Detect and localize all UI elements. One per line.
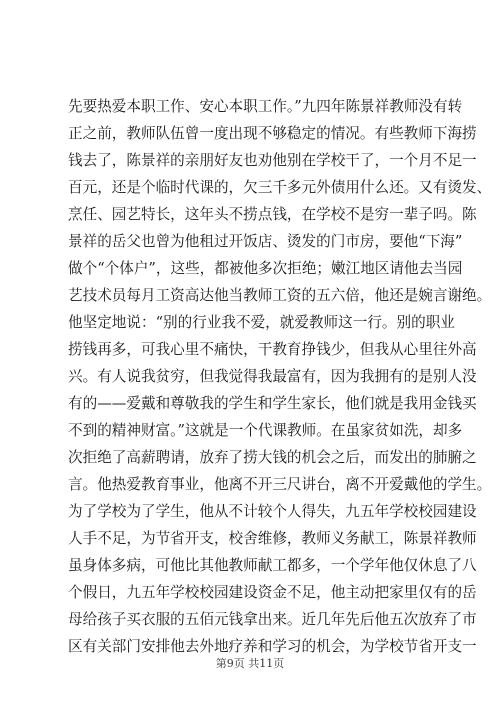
text-line: 母给孩子买衣服的五佰元钱拿出来。近几年先后他五次放弃了市: [68, 611, 477, 628]
text-line: 有的——爱戴和尊敬我的学生和学生家长，他们就是我用金钱买: [68, 395, 477, 412]
text-line: 先要热爱本职工作、安心本职工作。”九四年陈景祥教师没有转: [68, 98, 463, 115]
text-line: 个假日，九五年学校校园建设资金不足，他主动把家里仅有的岳: [68, 584, 477, 601]
text-line: 人手不足，为节省开支，校舍维修，教师义务献工，陈景祥教师: [68, 530, 477, 547]
text-line: 兴。有人说我贫穷，但我觉得我最富有，因为我拥有的是别人没: [68, 368, 477, 385]
text-line: 百元，还是个临时代课的，欠三千多元外债用什么还。又有烫发、: [68, 179, 492, 196]
text-line: 艺技术员每月工资高达他当教师工资的五六倍，他还是婉言谢绝。: [68, 287, 492, 304]
text-line: 正之前，教师队伍曾一度出现不够稳定的情况。有些教师下海捞: [68, 125, 477, 142]
body-text: [68, 93, 492, 660]
text-line: 不到的精神财富。”这就是一个代课教师。在虽家贫如洗，却多: [68, 422, 463, 439]
text-line: 次拒绝了高薪聘请，放弃了捞大钱的机会之后，而发出的肺腑之: [68, 449, 477, 466]
text-line: 捞钱再多，可我心里不痛快，干教育挣钱少，但我从心里往外高: [68, 341, 477, 358]
text-line: 为了学校为了学生，他从不计较个人得失，九五年学校校园建设: [68, 503, 477, 520]
text-line: 言。他热爱教育事业，他离不开三尺讲台，离不开爱戴他的学生。: [68, 476, 492, 493]
text-line: 虽身体多病，可他比其他教师献工都多，一个学年他仅休息了八: [68, 557, 477, 574]
text-line: 他坚定地说：“别的行业我不爱，就爱教师这一行。别的职业: [68, 314, 455, 331]
text-line: 烹任、园艺特长，这年头不捞点钱，在学校不是穷一辈子吗。陈: [68, 206, 477, 223]
text-line: 景祥的岳父也曾为他租过开饭店、烫发的门市房，要他“下海”: [68, 233, 463, 250]
page-footer: 第9页 共11页: [215, 657, 285, 670]
text-line: 区有关部门安排他去外地疗养和学习的机会，为学校节省开支一: [68, 638, 477, 655]
text-line: 钱去了，陈景祥的亲朋好友也劝他别在学校干了，一个月不足一: [68, 152, 477, 169]
text-line: 做个“个体户”，这些，都被他多次拒绝；嫩江地区请他去当园: [68, 260, 463, 277]
